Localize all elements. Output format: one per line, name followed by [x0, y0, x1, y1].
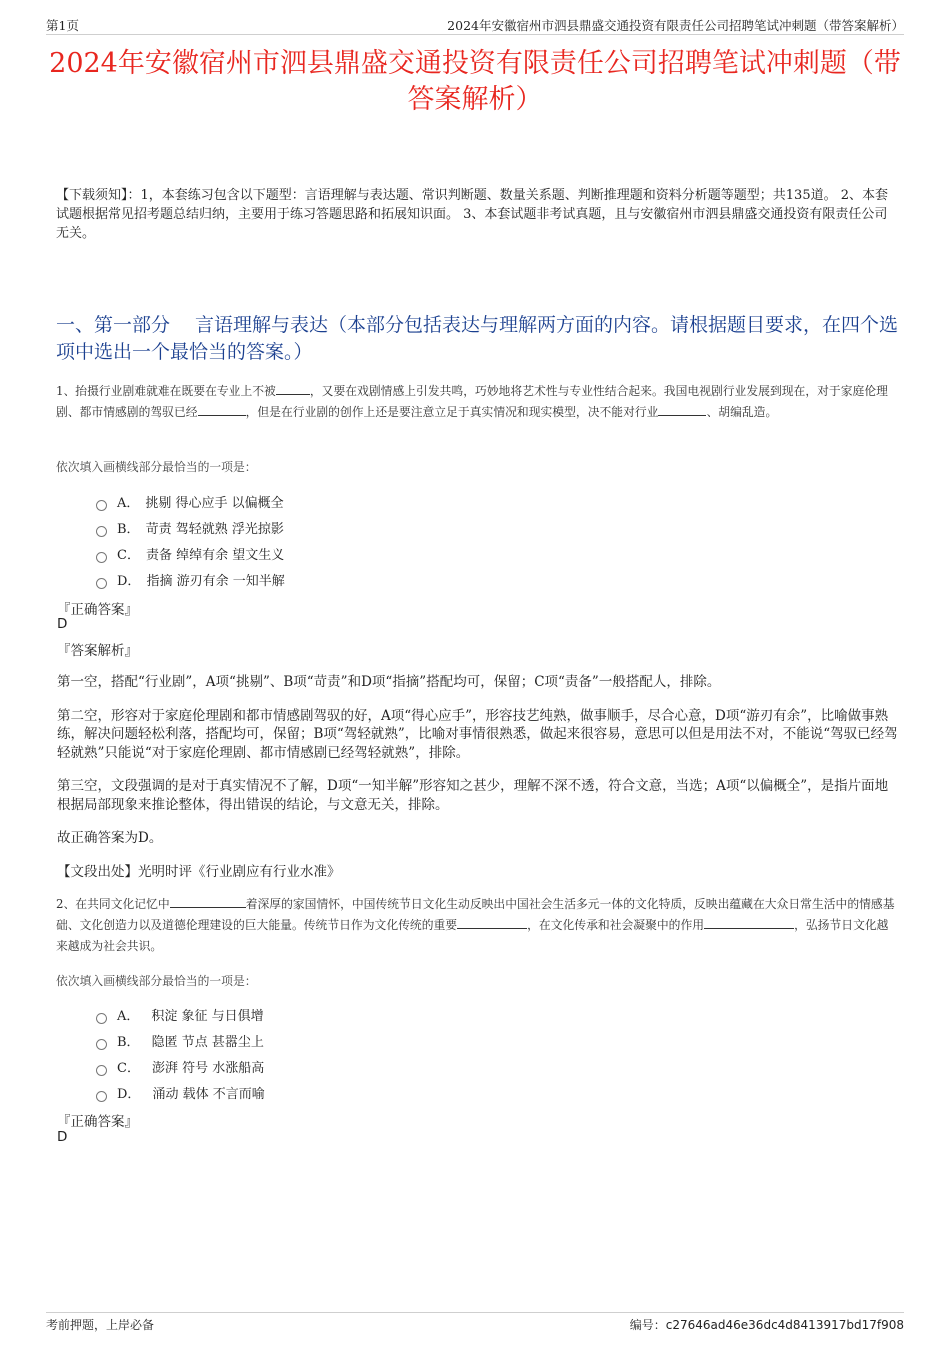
analysis-paragraph: 故正确答案为D。: [57, 830, 163, 846]
answer-label: 『正确答案』: [57, 602, 138, 618]
analysis-paragraph: 第二空，形容对于家庭伦理剧和都市情感剧驾驭的好，A项“得心应手”，形容技艺纯熟，做事顺手，尽合心意，D项“游刃有余”，比喻做事熟练，解决问题轻松利落，搭配均可，保留；B项“驾轻就熟”，比喻对事情很熟悉，做起来很容易，意思可以但是用法不对，不能说“驾驭已经驾轻就熟”只能说“对于家庭伦理剧、都市情感剧已经驾轻就熟”，排除。: [57, 707, 898, 761]
answer-value: D: [57, 616, 68, 632]
radio-button-icon[interactable]: [96, 1065, 107, 1076]
question-2-options: [96, 1001, 265, 1105]
radio-button-icon[interactable]: [96, 1091, 107, 1102]
page-footer: [46, 1312, 904, 1335]
option-c[interactable]: C． 责备 绰绰有余 望文生义: [96, 540, 285, 566]
option-d[interactable]: D． 涌动 载体 不言而喻: [96, 1079, 265, 1105]
option-d[interactable]: D． 指摘 游刃有余 一知半解: [96, 566, 285, 592]
document-code: 编号：c27646ad46e36dc4d8413917bd17f908: [629, 1318, 904, 1332]
fill-blank: [457, 916, 527, 929]
download-notice: 【下载须知】：1，本套练习包含以下题型：言语理解与表达题、常识判断题、数量关系题、判断推理题和资料分析题等题型；共135道。 2、本套试题根据常见招考题总结归纳，主要用于练习答题思路和拓展知识面。 3、本套试题非考试真题，且与安徽宿州市泗县鼎盛交通投资有限责任公司无关。: [56, 188, 888, 241]
page-number: 第1页: [46, 18, 79, 33]
fill-blank: [704, 916, 794, 929]
question-1-stem: 1、抬摄行业剧难就难在既要在专业上不被 ，又要在戏剧情感上引发共鸣，巧妙地将艺术性与专业性结合起来。我国电视剧行业发展到现在，对于家庭伦理剧、都市情感剧的驾驭已经 ，但是在行业剧的创作上还是要注意立足于真实情况和现实模型，决不能对行业 、胡编乱造。: [56, 384, 888, 419]
option-c[interactable]: C． 澎湃 符号 水涨船高: [96, 1053, 265, 1079]
footer-slogan: 考前押题，上岸必备: [46, 1318, 155, 1332]
question-1-prompt: 依次填入画横线部分最恰当的一项是：: [56, 460, 257, 474]
radio-button-icon[interactable]: [96, 500, 107, 511]
page-header: [46, 14, 904, 35]
radio-button-icon[interactable]: [96, 1013, 107, 1024]
passage-source: 【文段出处】光明时评《行业剧应有行业水准》: [57, 864, 341, 880]
fill-blank: [658, 403, 706, 416]
question-1-options: [96, 488, 285, 592]
answer-value: D: [57, 1129, 68, 1145]
section-title: 一、第一部分 言语理解与表达（本部分包括表达与理解两方面的内容。请根据题目要求，在四个选项中选出一个最恰当的答案。）: [56, 314, 899, 363]
radio-button-icon[interactable]: [96, 552, 107, 563]
radio-button-icon[interactable]: [96, 1039, 107, 1050]
header-doc-title: 2024年安徽宿州市泗县鼎盛交通投资有限责任公司招聘笔试冲刺题（带答案解析）: [447, 18, 904, 33]
question-2-prompt: 依次填入画横线部分最恰当的一项是：: [56, 974, 257, 988]
question-1-analysis: [57, 673, 898, 863]
fill-blank: [170, 895, 246, 908]
option-a[interactable]: A． 挑剔 得心应手 以偏概全: [96, 488, 285, 514]
analysis-label: 『答案解析』: [57, 643, 138, 659]
option-b[interactable]: B． 苛责 驾轻就熟 浮光掠影: [96, 514, 285, 540]
answer-label: 『正确答案』: [57, 1114, 138, 1130]
analysis-paragraph: 第一空，搭配“行业剧”，A项“挑剔”、B项“苛责”和D项“指摘”搭配均可，保留；C项“责备”一般搭配人，排除。: [57, 674, 721, 690]
document-title: 2024年安徽宿州市泗县鼎盛交通投资有限责任公司招聘笔试冲刺题（带答案解析）: [49, 48, 901, 115]
fill-blank: [198, 403, 246, 416]
option-a[interactable]: A． 积淀 象征 与日俱增: [96, 1001, 265, 1027]
analysis-paragraph: 第三空，文段强调的是对于真实情况不了解，D项“一知半解”形容知之甚少，理解不深不透，符合文意，当选；A项“以偏概全”，是指片面地根据局部现象来推论整体，得出错误的结论，与文意无关，排除。: [57, 778, 889, 813]
question-2-stem: 2、在共同文化记忆中 着深厚的家国情怀，中国传统节日文化生动反映出中国社会生活多元一体的文化特质，反映出蕴藏在大众日常生活中的情感基础、文化创造力以及道德伦理建设的巨大能量。传统节日作为文化传统的重要 ，在文化传承和社会凝聚中的作用 ，弘扬节日文化越来越成为社会共识。: [56, 897, 895, 953]
option-b[interactable]: B． 隐匿 节点 甚嚣尘上: [96, 1027, 265, 1053]
radio-button-icon[interactable]: [96, 578, 107, 589]
fill-blank: [276, 382, 310, 395]
radio-button-icon[interactable]: [96, 526, 107, 537]
